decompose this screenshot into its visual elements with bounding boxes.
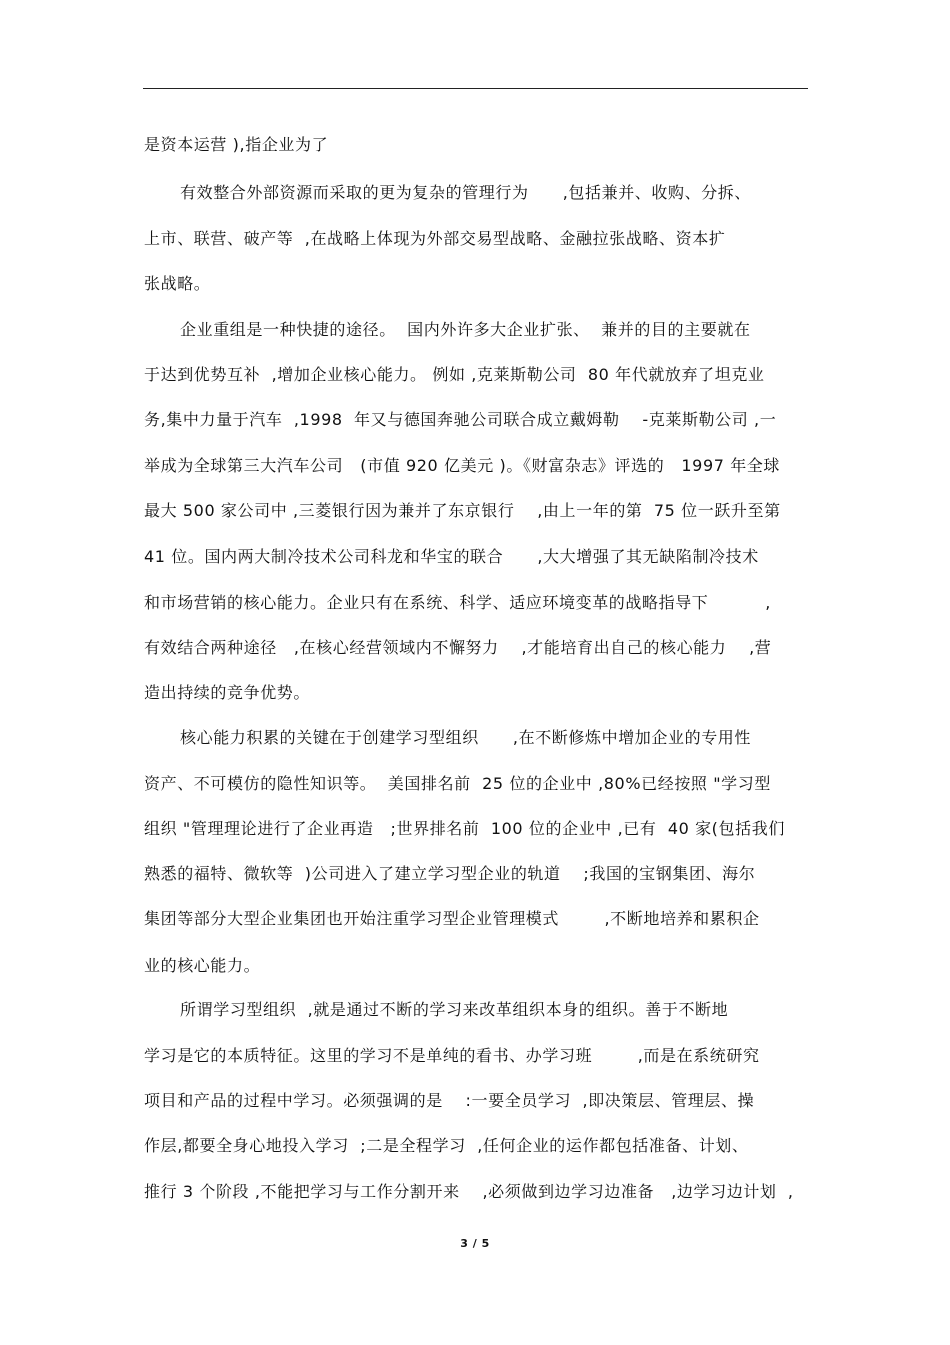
header-rule xyxy=(143,88,808,89)
text-line: 造出持续的竞争优势。 xyxy=(144,683,311,702)
text-line: 作层,都要全身心地投入学习 ;二是全程学习 ,任何企业的运作都包括准备、计划、 xyxy=(144,1136,749,1155)
text-line: 所谓学习型组织 ,就是通过不断的学习来改革组织本身的组织。善于不断地 xyxy=(180,1000,729,1019)
text-line: 举成为全球第三大汽车公司 (市值 920 亿美元 )。《财富杂志》评选的 1997 年全球 xyxy=(144,456,781,475)
text-line: 核心能力积累的关键在于创建学习型组织 ,在不断修炼中增加企业的专用性 xyxy=(180,728,752,747)
text-line: 企业重组是一种快捷的途径。 国内外许多大企业扩张、 兼并的目的主要就在 xyxy=(180,320,751,339)
text-line: 最大 500 家公司中 ,三菱银行因为兼并了东京银行 ,由上一年的第 75 位一跃升至第 xyxy=(144,501,781,520)
text-line: 熟悉的福特、微软等 )公司进入了建立学习型企业的轨道 ;我国的宝钢集团、海尔 xyxy=(144,864,756,883)
text-line: 组织 "管理理论进行了企业再造 ;世界排名前 100 位的企业中 ,已有 40 家(包括我们 xyxy=(144,819,785,838)
text-line: 有效整合外部资源而采取的更为复杂的管理行为 ,包括兼并、收购、分拆、 xyxy=(180,183,752,202)
text-line: 推行 3 个阶段 ,不能把学习与工作分割开来 ,必须做到边学习边准备 ,边学习边计划 , xyxy=(144,1182,794,1201)
text-line: 41 位。国内两大制冷技术公司科龙和华宝的联合 ,大大增强了其无缺陷制冷技术 xyxy=(144,547,759,566)
text-line: 和市场营销的核心能力。企业只有在系统、科学、适应环境变革的战略指导下 , xyxy=(144,593,771,612)
text-line: 有效结合两种途径 ,在核心经营领域内不懈努力 ,才能培育出自己的核心能力 ,营 xyxy=(144,638,772,657)
text-line: 学习是它的本质特征。这里的学习不是单纯的看书、办学习班 ,而是在系统研究 xyxy=(144,1046,760,1065)
text-line: 于达到优势互补 ,增加企业核心能力。 例如 ,克莱斯勒公司 80 年代就放弃了坦克业 xyxy=(144,365,765,384)
text-line: 项目和产品的过程中学习。必须强调的是 :一要全员学习 ,即决策层、管理层、操 xyxy=(144,1091,755,1110)
text-line: 集团等部分大型企业集团也开始注重学习型企业管理模式 ,不断地培养和累积企 xyxy=(144,909,760,928)
text-line: 是资本运营 ),指企业为了 xyxy=(144,135,329,154)
page-number: 3 / 5 xyxy=(460,1237,490,1250)
text-line: 务,集中力量于汽车 ,1998 年又与德国奔驰公司联合成立戴姆勒 -克莱斯勒公司 ,一 xyxy=(144,410,777,429)
text-line: 业的核心能力。 xyxy=(144,956,261,975)
text-line: 上市、联营、破产等 ,在战略上体现为外部交易型战略、金融拉张战略、资本扩 xyxy=(144,229,726,248)
text-line: 资产、不可模仿的隐性知识等。 美国排名前 25 位的企业中 ,80%已经按照 "学习型 xyxy=(144,774,771,793)
text-line: 张战略。 xyxy=(144,274,211,293)
